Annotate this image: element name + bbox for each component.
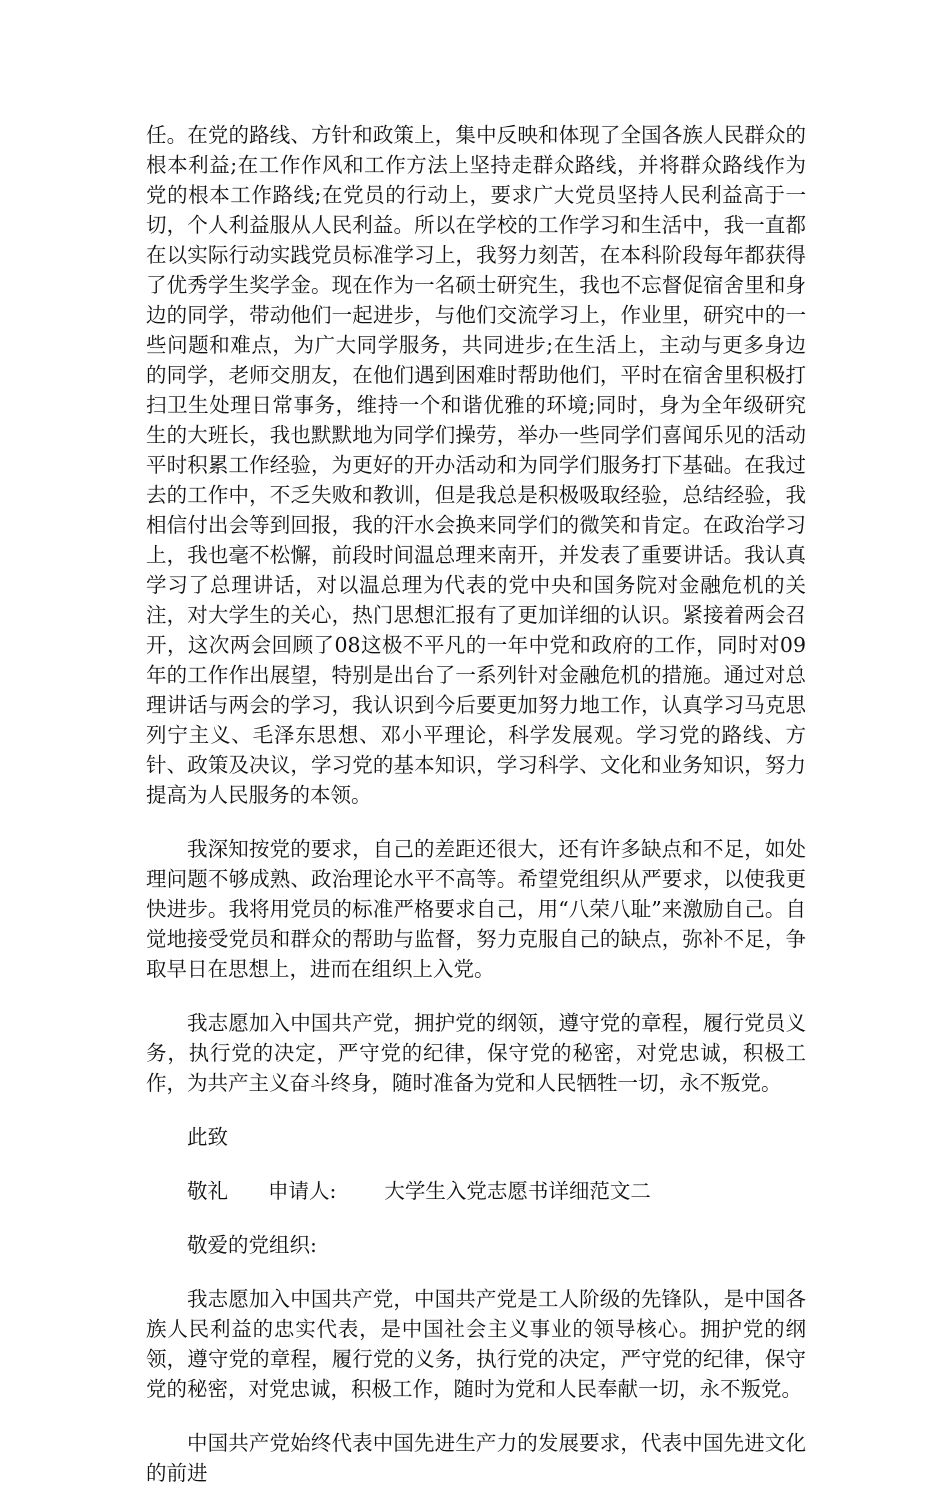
paragraph-continuation: 任。在党的路线、方针和政策上，集中反映和体现了全国各族人民群众的根本利益;在工作作风和工作方法上坚持走群众路线，并将群众路线作为党的根本工作路线;在党员的行动上，要求广大党员坚持人民利益高于一切，个人利益服从人民利益。所以在学校的工作学习和生活中，我一直都在以实际行动实践党员标准学习上，我努力刻苦，在本科阶段每年都获得了优秀学生奖学金。现在作为一名硕士研究生，我也不忘督促宿舍里和身边的同学，带动他们一起进步，与他们交流学习上，作业里，研究中的一些问题和难点，为广大同学服务，共同进步;在生活上，主动与更多身边的同学，老师交朋友，在他们遇到困难时帮助他们，平时在宿舍里积极打扫卫生处理日常事务，维持一个和谐优雅的环境;同时，身为全年级研究生的大班长，我也默默地为同学们操劳，举办一些同学们喜闻乐见的活动平时积累工作经验，为更好的开办活动和为同学们服务打下基础。在我过去的工作中，不乏失败和教训，但是我总是积极吸取经验，总结经验，我相信付出会等到回报，我的汗水会换来同学们的微笑和肯定。在政治学习上，我也毫不松懈，前段时间温总理来南开，并发表了重要讲话。我认真学习了总理讲话，对以温总理为代表的党中央和国务院对金融危机的关注，对大学生的关心，热门思想汇报有了更加详细的认识。紧接着两会召开，这次两会回顾了08这极不平凡的一年中党和政府的工作，同时对09年的工作作出展望，特别是出台了一系列针对金融危机的措施。通过对总理讲话与两会的学习，我认识到今后要更加努力地工作，认真学习马克思列宁主义、毛泽东思想、邓小平理论，科学发展观。学习党的路线、方针、政策及决议，学习党的基本知识，学习科学、文化和业务知识，努力提高为人民服务的本领。: [146, 123, 806, 807]
greeting: 敬爱的党组织:: [187, 1233, 317, 1257]
salute-text: 敬礼: [187, 1179, 228, 1203]
paragraph-self-assessment: 我深知按党的要求，自己的差距还很大，还有许多缺点和不足，如处理问题不够成熟、政治理论水平不高等。希望党组织从严要求，以使我更快进步。我将用党员的标准严格要求自己，用“八荣八耻”来激励自己。自觉地接受党员和群众的帮助与监督，努力克服自己的缺点，弥补不足，争取早日在思想上，进而在组织上入党。: [146, 837, 806, 981]
closing-line: [146, 1176, 806, 1206]
paragraph-cizhi: 此致: [187, 1125, 228, 1149]
applicant-label: 申请人:: [268, 1179, 337, 1203]
paragraph-pledge: 我志愿加入中国共产党，拥护党的纲领，遵守党的章程，履行党员义务，执行党的决定，严守党的纪律，保守党的秘密，对党忠诚，积极工作，为共产主义奋斗终身，随时准备为党和人民牺牲一切，永不叛党。: [146, 1011, 806, 1095]
document-page: [146, 120, 806, 1512]
next-essay-title: 大学生入党志愿书详细范文二: [384, 1179, 651, 1203]
paragraph-party-role: 中国共产党始终代表中国先进生产力的发展要求，代表中国先进文化的前进: [146, 1431, 806, 1485]
paragraph-pledge-2: 我志愿加入中国共产党，中国共产党是工人阶级的先锋队，是中国各族人民利益的忠实代表，是中国社会主义事业的领导核心。拥护党的纲领，遵守党的章程，履行党的义务，执行党的决定，严守党的纪律，保守党的秘密，对党忠诚，积极工作，随时为党和人民奉献一切，永不叛党。: [146, 1287, 806, 1401]
